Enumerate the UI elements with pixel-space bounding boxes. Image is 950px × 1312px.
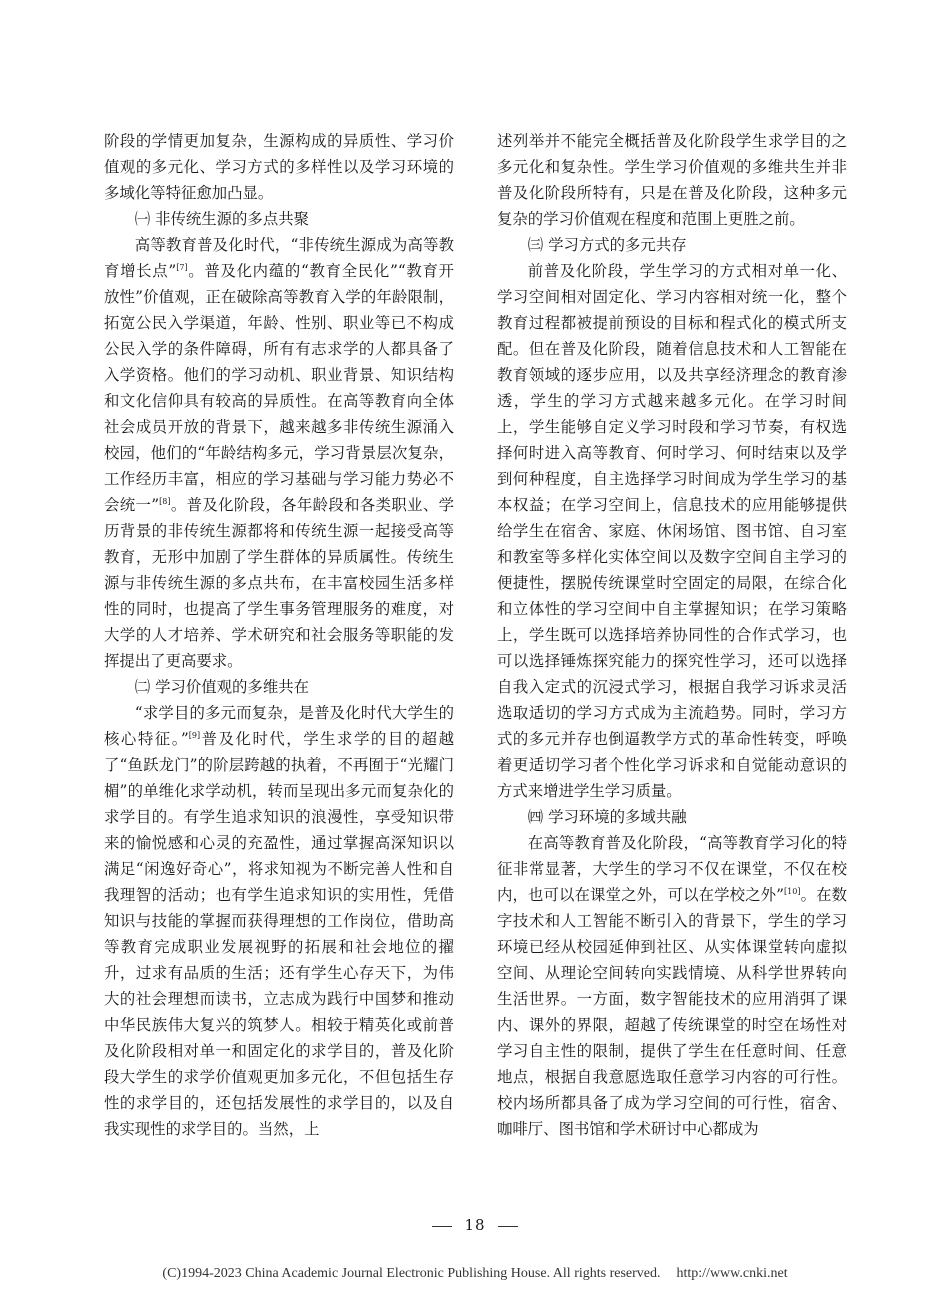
- paragraph-text: “求学目的多元而复杂，是普及化时代大学生的核心特征。”: [104, 704, 454, 748]
- copyright-footer: [0, 1266, 950, 1282]
- citation-ref: [8]: [159, 496, 171, 506]
- copyright-text: (C)1994-2023 China Academic Journal Electronic Publishing House. All rights reserved.: [162, 1266, 661, 1281]
- citation-ref: [10]: [784, 886, 801, 896]
- section-heading-4: ㈣ 学习环境的多域共融: [527, 808, 687, 826]
- paragraph-text: 普及化时代，学生求学的目的超越了“鱼跃龙门”的阶层跨越的执着，不再囿于“光耀门楣”的单维化求学动机，转而呈现出多元而复杂化的求学目的。有学生追求知识的浪漫性，享受知识带来的愉悦感和心灵的充盈性，通过掌握高深知识以满足“闲逸好奇心”，将求知视为不断完善人性和自我理智的活动；也有学生追求知识的实用性，凭借知识与技能的掌握而获得理想的工作岗位，借助高等教育完成职业发展视野的拓展和社会地位的擢升，过求有品质的生活；还有学生心存天下，为伟大的社会理想而读书，立志成为践行中国梦和推动中华民族伟大复兴的筑梦人。相较于精英化或前普及化阶段相对单一和固定化的求学目的，普及化阶段大学生的求学价值观更加多元化，不但包括生存性的求学目的，还包括发展性的求学目的，以及自我实现性的求学目的。当然，上: [104, 730, 454, 1138]
- paragraph-text: 。在数字技术和人工智能不断引入的背景下，学生的学习环境已经从校园延伸到社区、从实体课堂转向虚拟空间、从理论空间转向实践情境、从科学世界转向生活世界。一方面，数字智能技术的应用消弭了课内、课外的界限，超越了传统课堂的时空在场性对学习自主性的限制，提供了学生在任意时间、任意地点，根据自我意愿选取任意学习内容的可行性。校内场所都具备了成为学习空间的可行性，宿舍、咖啡厅、图书馆和学术研讨中心都成为: [497, 886, 847, 1138]
- paragraph-text: 。普及化内蕴的“教育全民化”“教育开放性”价值观，正在破除高等教育入学的年龄限制，拓宽公民入学渠道，年龄、性别、职业等已不构成公民入学的条件障碍，所有有志求学的人都具备了入学资格。他们的学习动机、职业背景、知识结构和文化信仰具有较高的异质性。在高等教育向全体社会成员开放的背景下，越来越多非传统生源涌入校园，他们的“年龄结构多元，学习背景层次复杂，工作经历丰富，相应的学习基础与学习能力势必不会统一”: [104, 262, 454, 514]
- section-heading-2: ㈡ 学习价值观的多维共在: [134, 678, 309, 696]
- page-number: [0, 1216, 950, 1234]
- paragraph-text: 。普及化阶段，各年龄段和各类职业、学历背景的非传统生源都将和传统生源一起接受高等教育，无形中加剧了学生群体的异质属性。传统生源与非传统生源的多点共布，在丰富校园生活多样性的同时，也提高了学生事务管理服务的难度，对大学的人才培养、学术研究和社会服务等职能的发挥提出了更高要求。: [104, 496, 454, 670]
- page-number-dash-left: [432, 1226, 452, 1227]
- section-heading-1: ㈠ 非传统生源的多点共聚: [134, 210, 309, 228]
- paragraph-text: 在高等教育普及化阶段，“高等教育学习化的特征非常显著，大学生的学习不仅在课堂，不仅在校内，也可以在课堂之外，可以在学校之外”: [497, 834, 847, 904]
- paragraph: 述列举并不能完全概括普及化阶段学生求学目的之多元化和复杂性。学生学习价值观的多维共生并非普及化阶段所特有，只是在普及化阶段，这种多元复杂的学习价值观在程度和范围上更胜之前。: [497, 132, 847, 228]
- page-number-dash-right: [498, 1226, 518, 1227]
- right-column: [497, 128, 847, 1142]
- footer-url: http://www.cnki.net: [676, 1266, 788, 1281]
- paragraph: 阶段的学情更加复杂，生源构成的异质性、学习价值观的多元化、学习方式的多样性以及学习环境的多域化等特征愈加凸显。: [104, 132, 454, 202]
- section-heading-3: ㈢ 学习方式的多元共存: [527, 236, 687, 254]
- citation-ref: [9]: [188, 730, 201, 740]
- paragraph: 前普及化阶段，学生学习的方式相对单一化、学习空间相对固定化、学习内容相对统一化，整个教育过程都被提前预设的目标和程式化的模式所支配。但在普及化阶段，随着信息技术和人工智能在教育领域的逐步应用，以及共享经济理念的教育渗透，学生的学习方式越来越多元化。在学习时间上，学生能够自定义学习时段和学习节奏，有权选择何时进入高等教育、何时学习、何时结束以及学到何种程度，自主选择学习时间成为学生学习的基本权益；在学习空间上，信息技术的应用能够提供给学生在宿舍、家庭、休闲场馆、图书馆、自习室和教室等多样化实体空间以及数字空间自主学习的便捷性，摆脱传统课堂时空固定的局限，在综合化和立体性的学习空间中自主掌握知识；在学习策略上，学生既可以选择培养协同性的合作式学习，也可以选择锤炼探究能力的探究性学习，还可以选择自我入定式的沉浸式学习，根据自我学习诉求灵活选取适切的学习方式成为主流趋势。同时，学习方式的多元并存也倒逼教学方式的革命性转变，呼唤着更适切学习者个性化学习诉求和自觉能动意识的方式来增进学生学习质量。: [497, 262, 847, 800]
- paragraph: [104, 700, 454, 1142]
- paragraph-text: 高等教育普及化时代，“非传统生源成为高等教育增长点”: [104, 236, 454, 280]
- left-column: [104, 128, 454, 1142]
- paragraph: [497, 830, 847, 1142]
- page-number-value: 18: [464, 1216, 486, 1234]
- paragraph: [104, 232, 454, 674]
- citation-ref: [7]: [176, 262, 188, 272]
